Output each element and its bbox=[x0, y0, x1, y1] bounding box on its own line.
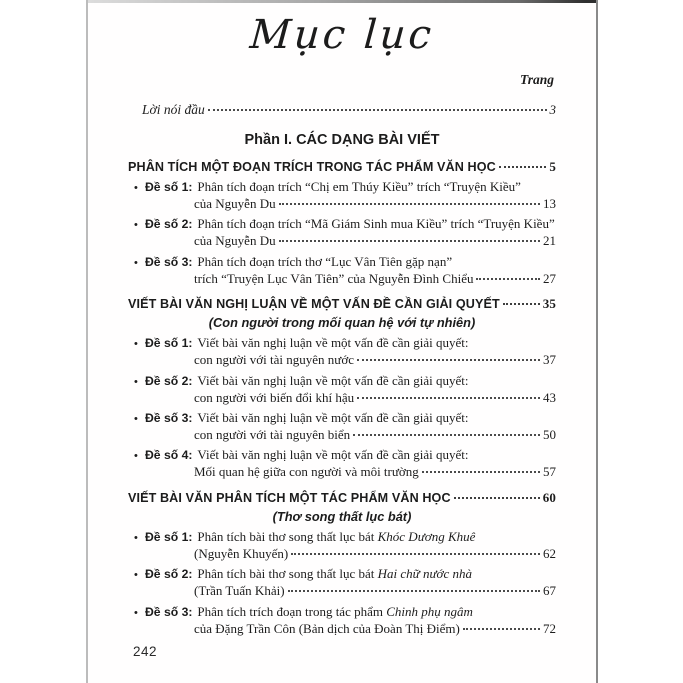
entry-label: Đề số 3: bbox=[145, 254, 193, 269]
bullet-icon: • bbox=[134, 606, 138, 619]
entry-continuation: của Nguyễn Du 21 bbox=[194, 233, 556, 249]
bullet-icon: • bbox=[134, 338, 138, 351]
toc-entry bbox=[128, 447, 556, 480]
page-number: 60 bbox=[542, 489, 556, 505]
section-subtitle: (Con người trong mối quan hệ với tự nhiên) bbox=[208, 315, 476, 331]
toc-content bbox=[88, 0, 596, 637]
bullet-icon: • bbox=[134, 450, 138, 463]
bullet-icon: • bbox=[134, 182, 138, 194]
entry-label: Đề số 1: bbox=[145, 529, 193, 544]
page-number: 67 bbox=[543, 583, 556, 599]
page-number: 72 bbox=[543, 620, 556, 636]
page-top-edge bbox=[88, 0, 596, 3]
toc-entry bbox=[128, 335, 556, 368]
entry-text: Phân tích đoạn trích thơ “Lục Vân Tiên gặp nạn” bbox=[197, 253, 453, 269]
leader-dots bbox=[476, 278, 540, 280]
bullet-icon: • bbox=[134, 413, 138, 426]
page-number: 3 bbox=[549, 102, 556, 117]
leader-dots bbox=[357, 359, 540, 361]
leader-dots bbox=[463, 628, 540, 630]
entry-continuation: của Đặng Trần Côn (Bản dịch của Đoàn Thị Điểm) 72 bbox=[194, 620, 556, 636]
page-title: Mục lục bbox=[248, 12, 436, 58]
footer-page-number: 242 bbox=[133, 644, 158, 659]
bullet-icon: • bbox=[134, 531, 138, 544]
leader-dots bbox=[503, 303, 540, 305]
entry-continuation: Mối quan hệ giữa con người và môi trường 57 bbox=[194, 464, 556, 480]
page-number: 37 bbox=[543, 352, 556, 368]
toc-entry bbox=[128, 216, 556, 249]
entry-label: Đề số 2: bbox=[145, 373, 193, 388]
section-heading bbox=[128, 296, 556, 312]
intro-label: Lời nói đầu bbox=[142, 102, 205, 117]
leader-dots bbox=[353, 434, 540, 436]
page-number: 50 bbox=[543, 427, 556, 443]
leader-dots bbox=[499, 166, 547, 168]
entry-label: Đề số 4: bbox=[145, 448, 193, 463]
entry-label: Đề số 2: bbox=[145, 567, 193, 582]
leader-dots bbox=[291, 553, 540, 555]
entry-label: Đề số 3: bbox=[145, 604, 193, 619]
entry-continuation: (Nguyễn Khuyến) 62 bbox=[194, 545, 556, 561]
section-heading bbox=[128, 159, 556, 175]
entry-label: Đề số 2: bbox=[145, 217, 193, 232]
section-subtitle: (Thơ song thất lục bát) bbox=[272, 508, 412, 524]
toc-entry bbox=[128, 410, 556, 443]
entry-continuation: con người với tài nguyên biển 50 bbox=[194, 427, 556, 443]
entry-text: Viết bài văn nghị luận về một vấn đề cần giải quyết: bbox=[197, 335, 469, 351]
bullet-icon: • bbox=[134, 375, 138, 388]
part-title: Phần I. CÁC DẠNG BÀI VIẾT bbox=[244, 132, 440, 148]
entry-label: Đề số 1: bbox=[145, 180, 193, 194]
toc-entry bbox=[128, 529, 556, 562]
page-number: 27 bbox=[543, 270, 556, 286]
entry-text: Phân tích đoạn trích “Mã Giám Sinh mua Kiều” trích “Truyện Kiều” bbox=[197, 216, 555, 232]
toc-entry bbox=[128, 566, 556, 599]
entry-continuation: con người với biến đổi khí hậu 43 bbox=[194, 389, 556, 405]
leader-dots bbox=[454, 497, 540, 499]
toc-entry bbox=[128, 373, 556, 406]
leader-dots bbox=[279, 203, 540, 205]
section-heading-label: VIẾT BÀI VĂN NGHỊ LUẬN VỀ MỘT VẤN ĐỀ CẦN GIẢI QUYẾT bbox=[128, 297, 500, 312]
entry-text: Phân tích đoạn trích “Chị em Thúy Kiều” trích “Truyện Kiều” bbox=[197, 179, 521, 194]
entry-text: Viết bài văn nghị luận về một vấn đề cần giải quyết: bbox=[197, 410, 469, 426]
toc-intro-row bbox=[128, 101, 556, 118]
leader-dots bbox=[357, 397, 540, 399]
page-number: 13 bbox=[543, 196, 556, 211]
leader-dots bbox=[279, 240, 540, 242]
section-heading-label: PHÂN TÍCH MỘT ĐOẠN TRÍCH TRONG TÁC PHẨM VĂN HỌC bbox=[128, 160, 496, 174]
entry-text: Phân tích bài thơ song thất lục bát Hai chữ nước nhà bbox=[197, 566, 473, 582]
entry-text: Phân tích trích đoạn trong tác phẩm Chinh phụ ngâm bbox=[197, 603, 473, 619]
page-number: 62 bbox=[543, 545, 556, 561]
bullet-icon: • bbox=[134, 219, 138, 232]
entry-text: Viết bài văn nghị luận về một vấn đề cần giải quyết: bbox=[197, 447, 469, 463]
toc-entry bbox=[128, 604, 556, 637]
section-heading bbox=[128, 490, 556, 506]
book-page bbox=[86, 0, 598, 683]
entry-continuation: trích “Truyện Lục Vân Tiên” của Nguyễn Đình Chiểu 27 bbox=[194, 270, 556, 286]
section-heading-label: VIẾT BÀI VĂN PHÂN TÍCH MỘT TÁC PHẨM VĂN HỌC bbox=[128, 490, 451, 505]
page-number: 57 bbox=[543, 464, 556, 480]
toc-entry bbox=[128, 179, 556, 212]
bullet-icon: • bbox=[134, 569, 138, 582]
page-number: 5 bbox=[549, 159, 556, 174]
entry-continuation: của Nguyễn Du 13 bbox=[194, 196, 556, 211]
toc-entry bbox=[128, 254, 556, 287]
page-number: 35 bbox=[542, 296, 556, 312]
entry-continuation: con người với tài nguyên nước 37 bbox=[194, 352, 556, 368]
page-column-header: Trang bbox=[519, 72, 554, 87]
entry-label: Đề số 1: bbox=[145, 336, 193, 351]
entry-continuation: (Trần Tuấn Khải) 67 bbox=[194, 583, 556, 599]
page-number: 43 bbox=[543, 389, 556, 405]
page-number: 21 bbox=[543, 233, 556, 249]
leader-dots bbox=[288, 590, 540, 592]
leader-dots bbox=[422, 471, 540, 473]
entry-text: Phân tích bài thơ song thất lục bát Khóc Dương Khuê bbox=[197, 528, 476, 544]
entry-label: Đề số 3: bbox=[145, 411, 193, 426]
bullet-icon: • bbox=[134, 256, 138, 269]
entry-text: Viết bài văn nghị luận về một vấn đề cần giải quyết: bbox=[197, 372, 469, 388]
leader-dots bbox=[208, 109, 547, 111]
